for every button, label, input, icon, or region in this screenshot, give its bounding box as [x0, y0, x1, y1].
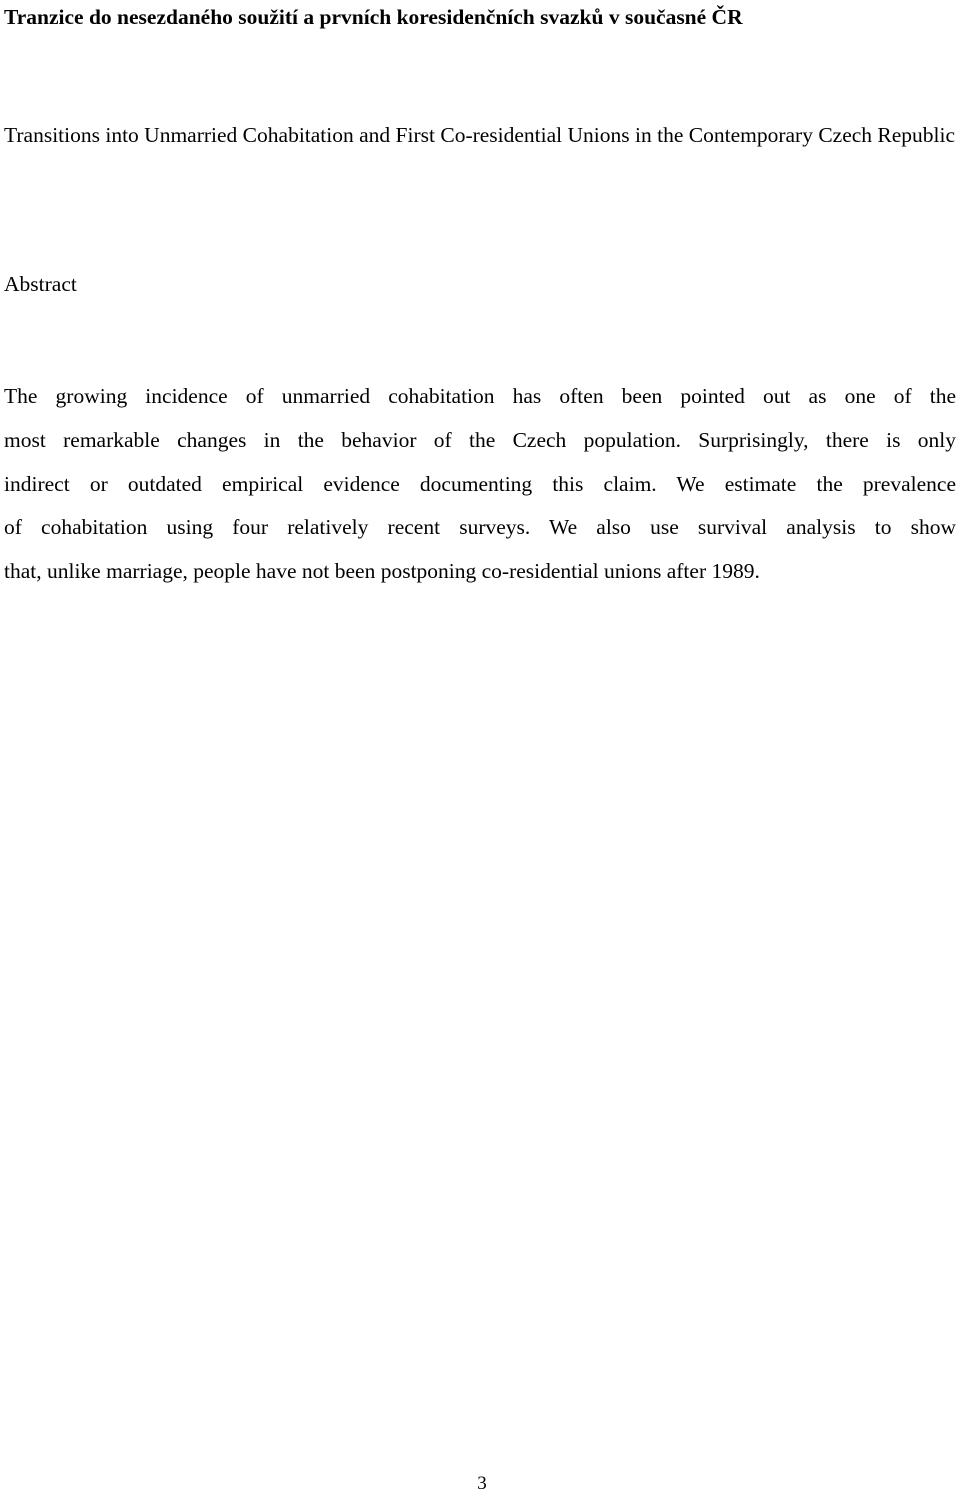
abstract-heading: Abstract — [4, 272, 77, 296]
abstract-line: indirect or outdated empirical evidence documenting this claim. We estimate the prevalence — [4, 471, 956, 496]
abstract-body — [4, 375, 956, 594]
abstract-line: most remarkable changes in the behavior of the Czech population. Surprisingly, there is only — [4, 427, 956, 452]
abstract-line: The growing incidence of unmarried cohabitation has often been pointed out as one of the — [4, 384, 956, 408]
abstract-line: of cohabitation using four relatively recent surveys. We also use survival analysis to show — [4, 515, 956, 540]
czech-title: Tranzice do nesezdaného soužití a prvních koresidenčních svazků v současné ČR — [4, 5, 743, 29]
page-number: 3 — [477, 1473, 487, 1494]
english-title: Transitions into Unmarried Cohabitation and First Co-residential Unions in the Contemporary Czech Republic — [4, 123, 956, 147]
abstract-line: that, unlike marriage, people have not been postponing co-residential unions after 1989. — [4, 559, 760, 584]
